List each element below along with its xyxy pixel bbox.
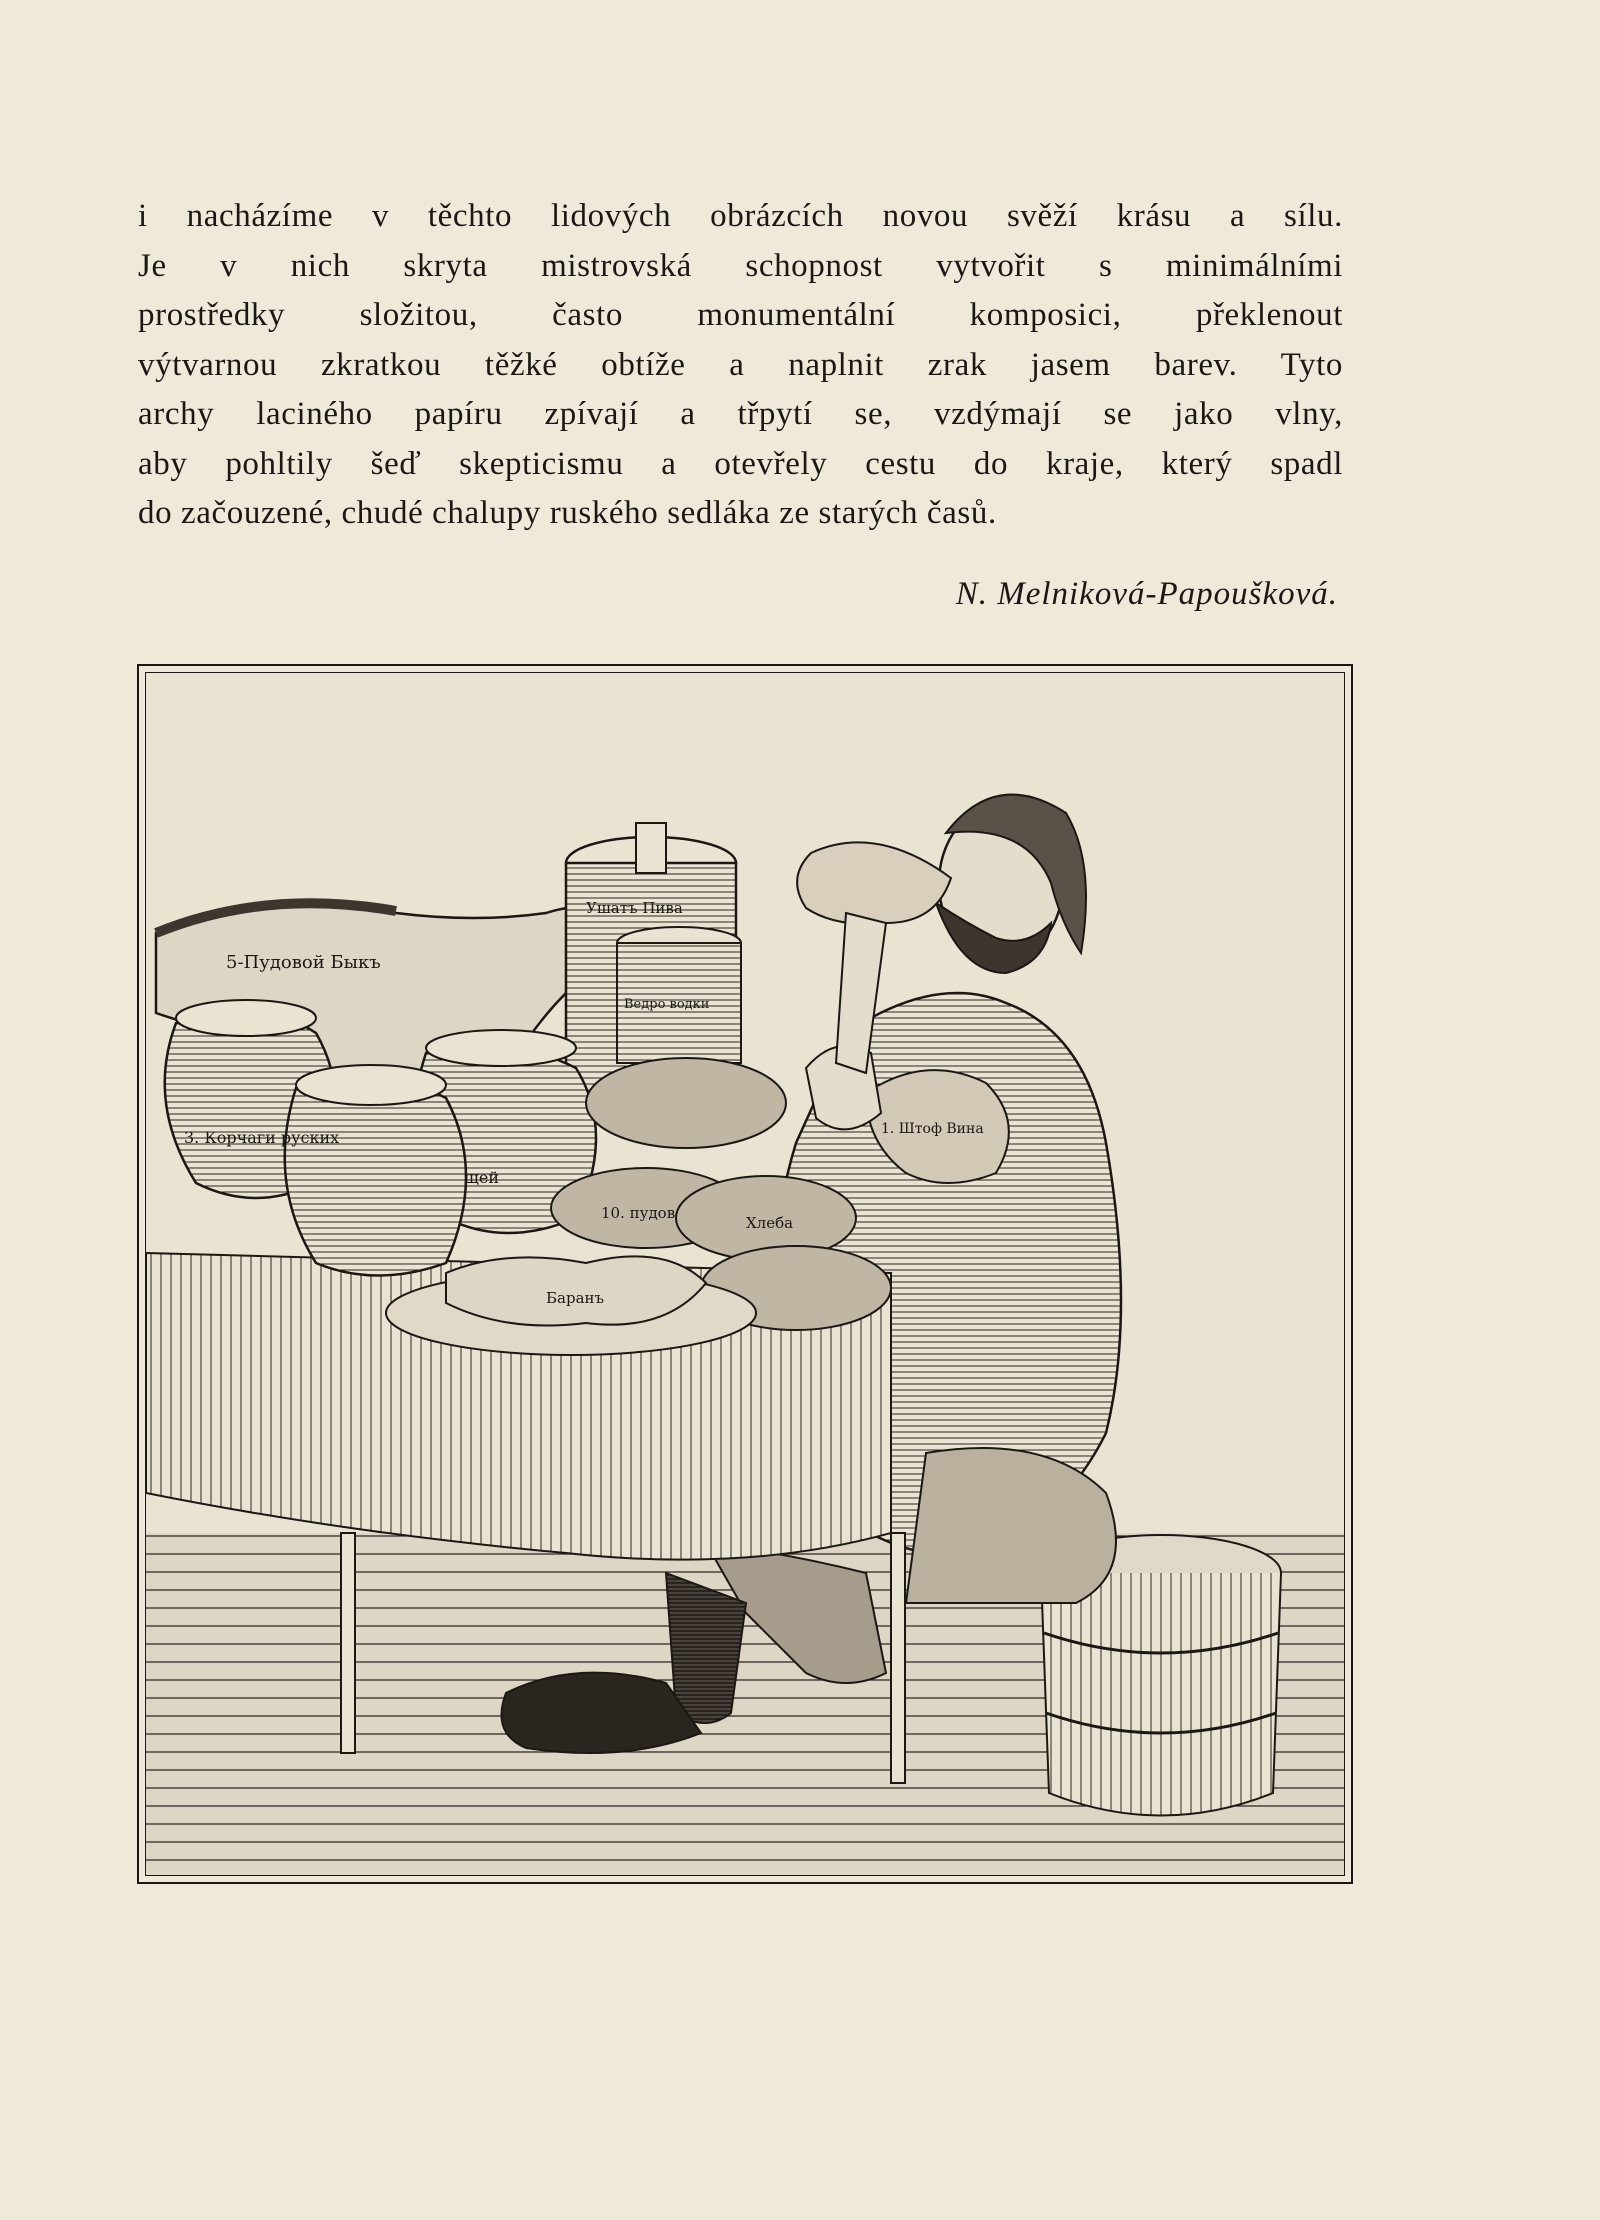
paragraph-line: do začouzené, chudé chalupy ruského sedláka ze starých časů. [138, 495, 997, 531]
bread-label: Хлеба [746, 1214, 794, 1232]
author-signature: N. Melniková-Papoušková. [955, 576, 1338, 612]
paragraph-line: prostředky složitou, často monumentální komposici, překlenout [138, 297, 1343, 333]
wine-bottle-label: 1. Штоф Вина [881, 1121, 984, 1137]
beer-label: Ушатъ Пива [586, 899, 683, 917]
body-paragraph [138, 192, 1343, 539]
soup-label: щей [464, 1168, 500, 1187]
illustration-frame [137, 664, 1353, 1884]
vodka-bucket [617, 927, 741, 1063]
paragraph-line: i nacházíme v těchto lidových obrázcích novou svěží krásu a sílu. [138, 198, 1343, 234]
bread-amount-label: 10. пудов [601, 1204, 676, 1222]
paragraph-line: aby pohltily šeď skepticismu a otevřely cestu do kraje, který spadl [138, 445, 1343, 482]
vodka-label: Ведро водки [624, 997, 710, 1012]
bull-label: 5-Пудовой Быкъ [226, 952, 381, 973]
illustration-drawing [146, 673, 1345, 1876]
paragraph-line: Je v nich skryta mistrovská schopnost vytvořit s minimálními [138, 247, 1343, 284]
illustration [145, 672, 1345, 1876]
paragraph-line: archy laciného papíru zpívají a třpytí se, vzdýmají se jako vlny, [138, 396, 1343, 432]
pots-label: 3. Корчаги руских [184, 1128, 340, 1147]
paragraph-line: výtvarnou zkratkou těžké obtíže a naplnit zrak jasem barev. Tyto [138, 346, 1343, 383]
lamb-label: Баранъ [546, 1289, 605, 1307]
